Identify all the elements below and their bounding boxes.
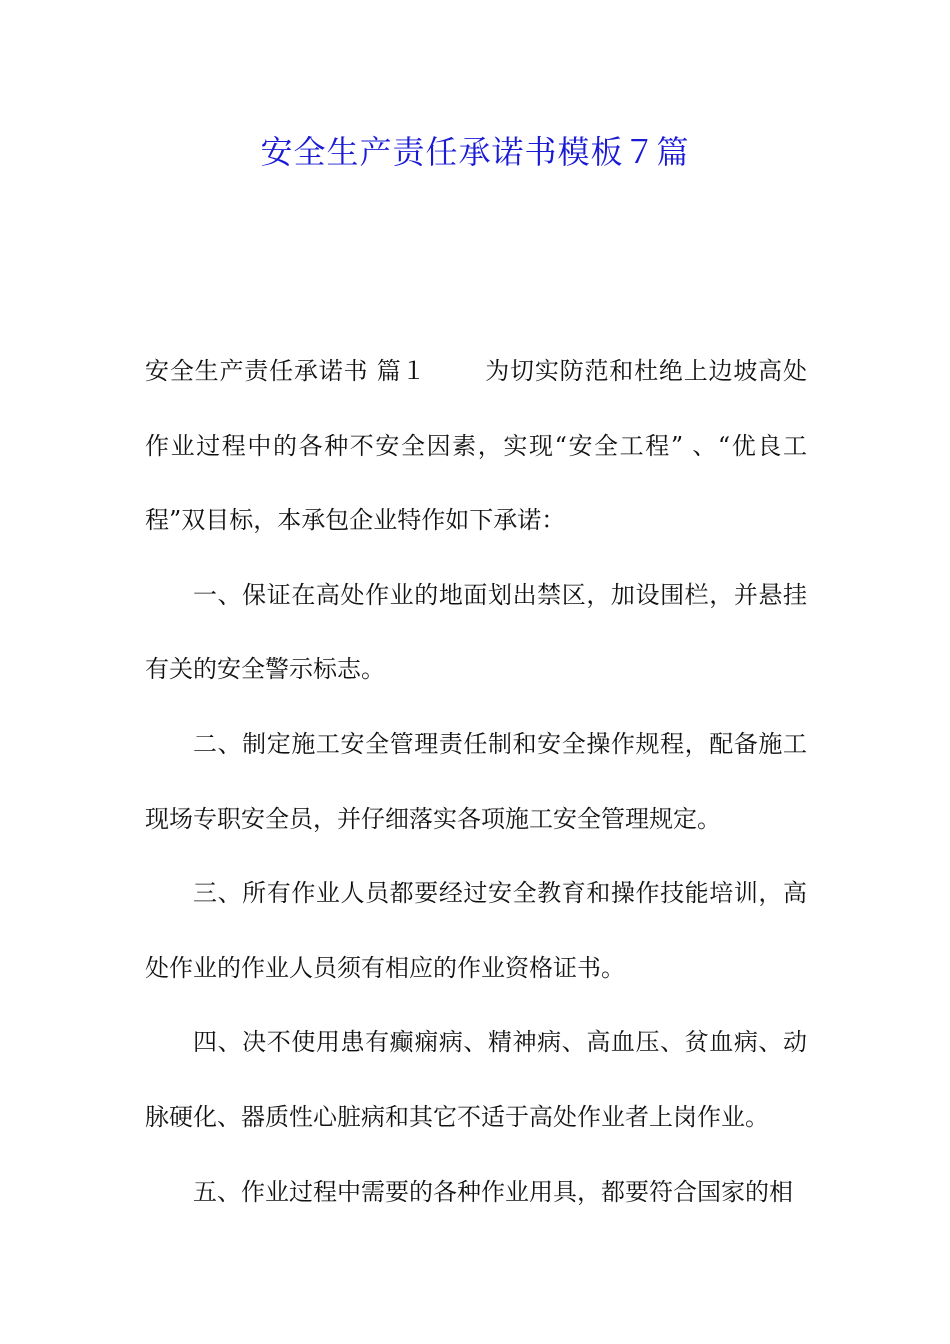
intro-text: 为切实防范和杜绝上边坡高处作业过程中的各种不安全因素，实现“安全工程” 、“优良工程”双目标，本承包企业特作如下承诺： bbox=[145, 357, 807, 535]
intro-paragraph bbox=[145, 334, 807, 558]
list-item: 二、制定施工安全管理责任制和安全操作规程，配备施工现场专职安全员，并仔细落实各项施工安全管理规定。 bbox=[145, 729, 807, 833]
document-title: 安全生产责任承诺书模板７篇 bbox=[260, 133, 690, 171]
list-item: 四、决不使用患有癫痫病、精神病、高血压、贫血病、动脉硬化、器质性心脏病和其它不适于高处作业者上岗作业。 bbox=[145, 1028, 807, 1131]
document-body bbox=[145, 334, 807, 1229]
list-item: 五、作业过程中需要的各种作业用具，都要符合国家的相 bbox=[193, 1177, 793, 1206]
section-heading: 安全生产责任承诺书 篇１ bbox=[145, 357, 427, 385]
list-item: 一、保证在高处作业的地面划出禁区，加设围栏，并悬挂有关的安全警示标志。 bbox=[145, 580, 807, 684]
list-item: 三、所有作业人员都要经过安全教育和操作技能培训，高处作业的作业人员须有相应的作业资格证书。 bbox=[145, 879, 807, 982]
